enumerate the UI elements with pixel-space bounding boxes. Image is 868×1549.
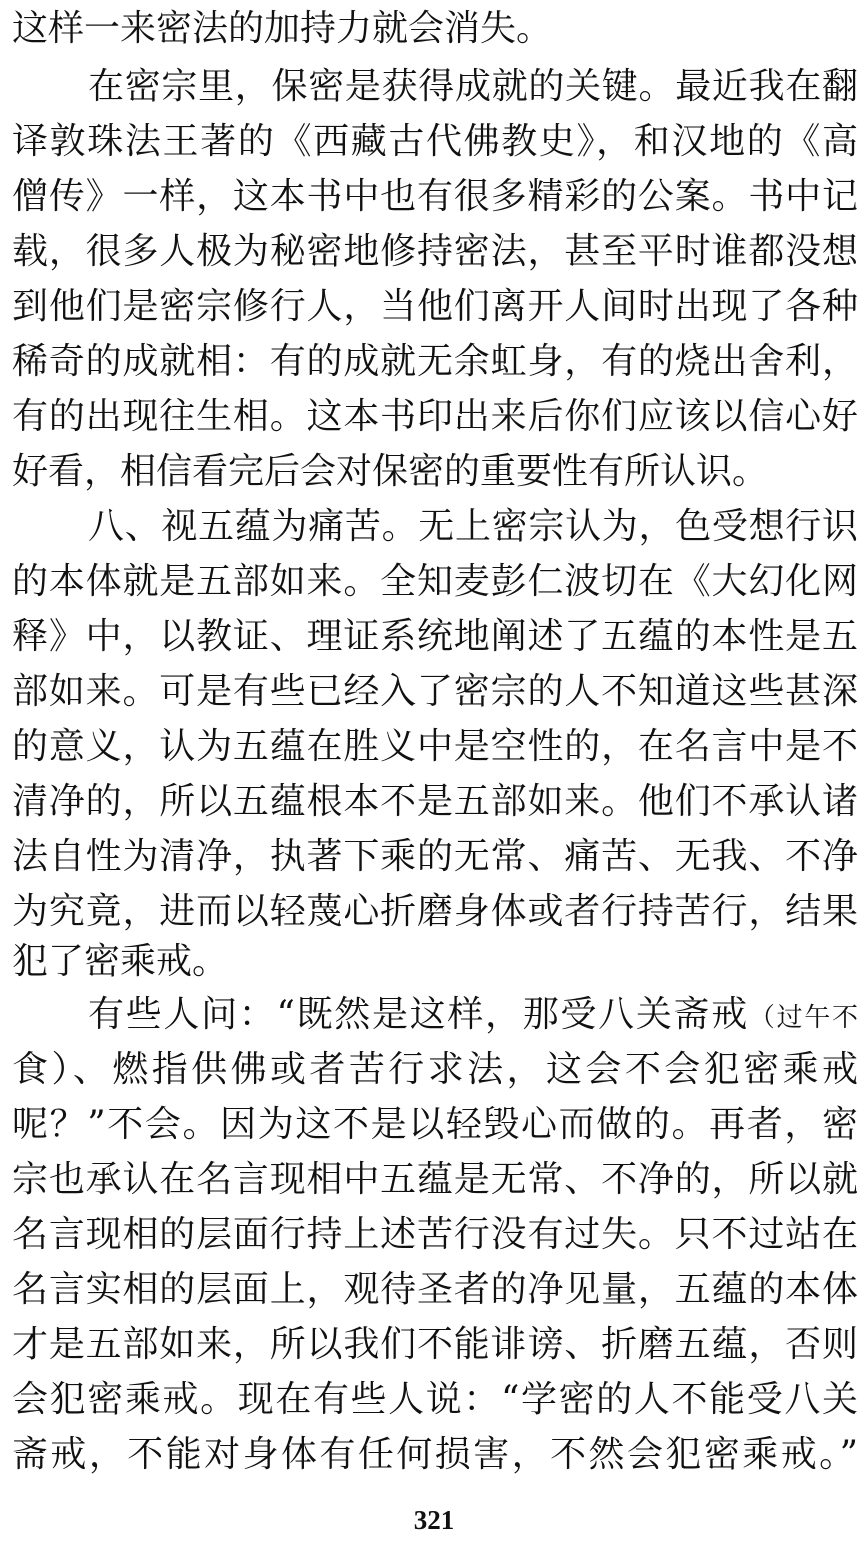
text-line: 载，很多人极为秘密地修持密法，甚至平时谁都没想 [12,231,858,272]
text-line: 这样一来密法的加持力就会消失。 [12,8,553,49]
text-line: 名言实相的层面上，观待圣者的净见量，五蕴的本体 [12,1269,858,1310]
text-line: 稀奇的成就相：有的成就无余虹身，有的烧出舍利， [12,341,858,382]
text-line: 译敦珠法王著的《西藏古代佛教史》，和汉地的《高 [12,121,858,162]
paragraph-start-line [88,990,858,1040]
text-line: 呢？”不会。因为这不是以轻毁心而做的。再者，密 [12,1104,858,1145]
text-line: 清净的，所以五蕴根本不是五部如来。他们不承认诸 [12,781,858,822]
text-line: 名言现相的层面行持上述苦行没有过失。只不过站在 [12,1214,858,1255]
document-page [12,0,858,1549]
text-line: 为究竟，进而以轻蔑心折磨身体或者行持苦行，结果 [12,891,858,932]
text-line: 到他们是密宗修行人，当他们离开人间时出现了各种 [12,286,858,327]
paragraph-start-line: 八、视五蕴为痛苦。无上密宗认为，色受想行识 [88,506,858,547]
text-line: 部如来。可是有些已经入了密宗的人不知道这些甚深 [12,671,858,712]
text-line: 僧传》一样，这本书中也有很多精彩的公案。书中记 [12,176,858,217]
text-line: 食）、燃指供佛或者苦行求法，这会不会犯密乘戒 [12,1049,858,1090]
paragraph-end-line: 斋戒，不能对身体有任何损害，不然会犯密乘戒。” [12,1434,858,1475]
parenthetical-note: （过午不 [748,1003,858,1033]
text-line: 才是五部如来，所以我们不能诽谤、折磨五蕴，否则 [12,1324,858,1365]
text-line: 会犯密乘戒。现在有些人说：“学密的人不能受八关 [12,1379,858,1420]
paragraph-end-line: 犯了密乘戒。 [12,941,229,982]
text-line: 的本体就是五部如来。全知麦彭仁波切在《大幻化网 [12,561,858,602]
text-line: 的意义，认为五蕴在胜义中是空性的，在名言中是不 [12,726,858,767]
paragraph-start-line: 在密宗里，保密是获得成就的关键。最近我在翻 [88,66,858,107]
text-span: 有些人问：“既然是这样，那受八关斋戒 [88,994,749,1035]
page-number: 321 [413,1505,455,1535]
text-line: 释》中，以教证、理证系统地阐述了五蕴的本性是五 [12,616,858,657]
text-line: 宗也承认在名言现相中五蕴是无常、不净的，所以就 [12,1159,858,1200]
text-line: 法自性为清净，执著下乘的无常、痛苦、无我、不净 [12,836,858,877]
text-line: 有的出现往生相。这本书印出来后你们应该以信心好 [12,396,858,437]
paragraph-end-line: 好看，相信看完后会对保密的重要性有所认识。 [12,451,769,492]
